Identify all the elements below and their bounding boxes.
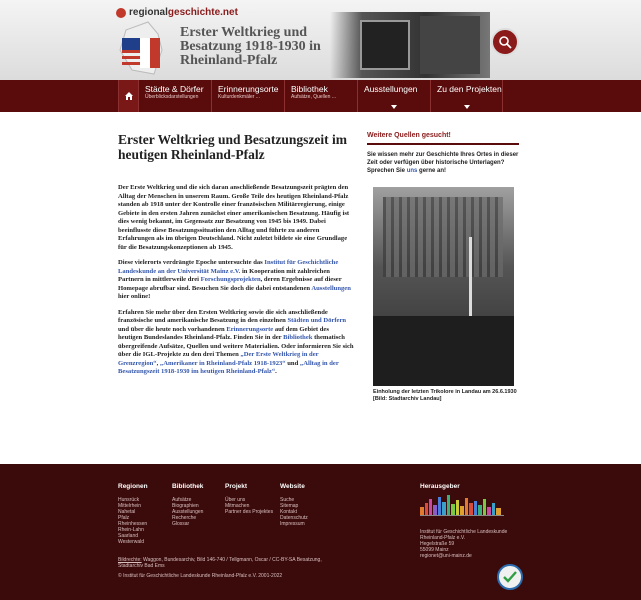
header-photo-street <box>420 16 480 74</box>
historic-photo <box>373 187 514 386</box>
sidebar-hint <box>367 151 519 175</box>
text: und über die heute noch vorhandenen <box>118 325 227 333</box>
contact-link[interactable]: uns <box>406 168 418 174</box>
footer-link[interactable]: Suche <box>280 497 295 503</box>
text: . <box>275 368 277 375</box>
footer-heading: Herausgeber <box>420 483 460 490</box>
ausstellungen-link[interactable]: Ausstellungen <box>311 284 351 292</box>
search-icon <box>498 35 512 49</box>
text: , deren Ergebnisse auf dieser Homepage abrufbar sind. Besuchen Sie doch die dabei entstandenen <box>118 276 342 292</box>
photo-trees <box>383 197 503 277</box>
footer-text: Rheinland-Pfalz e.V. <box>420 535 466 541</box>
grenzregion-link[interactable]: „Der Erste Weltkrieg in der Grenzregion“ <box>118 351 319 367</box>
nav-sublabel: Überblicksdarstellungen <box>145 94 199 100</box>
image-credits <box>118 557 338 569</box>
text: thematisch übergreifende Aufsätze, Quellen und weitere Materialien. Oder informieren Sie sich über die IGL-Projekte zu den drei Themen <box>118 334 354 358</box>
copyright: © Institut für Geschichtliche Landeskunde Rheinland-Pfalz e.V. 2001-2022 <box>118 573 283 579</box>
search-button[interactable] <box>491 28 519 56</box>
bibliothek-link[interactable]: Bibliothek <box>283 334 313 341</box>
igl-skyline-logo[interactable] <box>420 493 504 517</box>
footer-heading: Projekt <box>225 483 248 490</box>
footer-projekt <box>225 483 273 515</box>
footer-link[interactable]: Aufsätze <box>172 497 192 503</box>
footer <box>0 464 641 600</box>
erinnerungsorte-link[interactable]: Erinnerungsorte <box>226 325 274 333</box>
text: Diese vielerorts verdrängte Epoche untersuchte das <box>118 259 265 266</box>
footer-link[interactable]: Recherche <box>172 515 197 521</box>
nav-label: Erinnerungsorte <box>218 84 279 94</box>
text: gerne an! <box>417 168 447 174</box>
footer-text: 55099 Mainz <box>420 547 449 553</box>
text: auf dem Gebiet des heutigen Bundeslandes Rheinland-Pfalz. Finden Sie in der <box>118 325 329 341</box>
igl-link[interactable]: Institut für Geschichtliche Landeskunde an der Universität Mainz e.V. <box>118 259 339 275</box>
footer-link[interactable]: Ausstellungen <box>172 509 204 515</box>
footer-heading: Regionen <box>118 483 148 490</box>
footer-link[interactable]: Saarland <box>118 533 139 539</box>
certification-badge[interactable] <box>497 564 523 590</box>
forschungsprojekte-link[interactable]: Forschungsprojekten <box>200 276 261 283</box>
image-credits-text: Waggon, Bundesarchiv, Bild 146-740 / Tellgmann, Oscar / CC-BY-SA Besatzung, Stadtarchiv Bad Ems <box>118 557 322 569</box>
header-photo <box>330 12 490 78</box>
main-content <box>118 132 354 384</box>
nav-label: Bibliothek <box>291 84 328 94</box>
site-title: Erster Weltkrieg und Besatzung 1918-1930 in Rheinland-Pfalz <box>180 25 321 68</box>
nav-item-staedte[interactable] <box>138 80 211 112</box>
footer-link[interactable]: Sitemap <box>280 503 299 509</box>
amerikaner-link[interactable]: „Amerikaner in Rheinland-Pfalz 1918-1923“ <box>159 359 286 367</box>
text: , <box>156 359 160 367</box>
sidebar-title: Weitere Quellen gesucht! <box>367 132 519 145</box>
nav-home[interactable] <box>118 80 138 112</box>
chevron-down-icon <box>464 105 470 109</box>
footer-link[interactable]: Datenschutz <box>280 515 308 521</box>
projects-paragraph <box>118 259 354 302</box>
header-photo-tank <box>360 20 410 70</box>
footer-text: Institut für Geschichtliche Landeskunde <box>420 529 508 535</box>
nav-label: Städte & Dörfer <box>145 84 204 94</box>
footer-link[interactable]: Impressum <box>280 521 305 527</box>
text: Erfahren Sie mehr über den Ersten Weltkrieg sowie die sich anschließende französische und amerikanische Besatzung in den einzelnen <box>118 308 328 324</box>
page-title: Erster Weltkrieg und Besatzungszeit im heutigen Rheinland-Pfalz <box>118 132 347 162</box>
photo-crowd <box>373 316 514 386</box>
footer-link[interactable]: Nahetal <box>118 509 136 515</box>
nav-item-projekte[interactable] <box>430 80 503 112</box>
text: in Kooperation mit zahlreichen Partnern in mittlerweile drei <box>118 267 330 283</box>
nav-sublabel: Kulturdenkmäler ... <box>218 94 260 100</box>
intro-paragraph: Der Erste Weltkrieg und die sich daran anschließende Besatzungszeit prägten den Alltag der Menschen in unserem Raum. Große Teile des heutigen Rheinland-Pfalz standen ab 1918 unter der Kontrolle einer französischen Militärregierung, einige Gebiete in den ersten Jahren zunächst einer amerikanischen Besatzung. Häufig ist dies wenig bekannt, im Gegensatz zur Besatzung von 1945 bis 1949. Dabei beeinflusste diese Besatzungssituation den Alltag und führte zu anderen Erfahrungen als im übrigen Deutschland. Nicht zuletzt bildete sie eine Grundlage für die Besatzungskonzeptionen ab 1945. <box>118 184 350 251</box>
photo-caption: Einholung der letzten Trikolore in Landau am 26.6.1930 [Bild: Stadtarchiv Landau] <box>373 389 517 402</box>
nav-label: Zu den Projekten <box>437 84 502 94</box>
logo-text-regional: regional <box>129 7 168 18</box>
image-credits-label[interactable]: Bildrechte: <box>118 557 142 563</box>
main-nav <box>0 80 641 112</box>
chevron-down-icon <box>391 105 397 109</box>
home-icon <box>124 91 134 101</box>
checkmark-icon <box>502 569 518 585</box>
nav-label: Ausstellungen <box>364 84 418 94</box>
sidebar <box>367 132 519 403</box>
site-logo[interactable] <box>116 7 238 18</box>
more-paragraph <box>118 309 354 377</box>
nav-sublabel: Aufsätze, Quellen ... <box>291 94 337 100</box>
footer-regionen <box>118 483 148 545</box>
nav-item-erinnerungsorte[interactable] <box>211 80 284 112</box>
footer-website <box>280 483 308 527</box>
staedte-link[interactable]: Städten und Dörfern <box>287 317 347 324</box>
header <box>0 0 641 80</box>
footer-link[interactable]: Mittelrhein <box>118 503 142 509</box>
logo-text-geschichte: geschichte.net <box>167 7 238 18</box>
footer-link[interactable]: Hunsrück <box>118 497 140 503</box>
footer-heading: Website <box>280 483 305 490</box>
footer-link[interactable]: Kontakt <box>280 509 297 515</box>
text: hier online! <box>118 293 151 300</box>
footer-heading: Bibliothek <box>172 483 204 490</box>
footer-link[interactable]: Rhein-Lahn <box>118 527 144 533</box>
nav-item-bibliothek[interactable] <box>284 80 357 112</box>
footer-link[interactable]: Westerwald <box>118 539 145 545</box>
footer-link[interactable]: Mitmachen <box>225 503 250 509</box>
footer-bibliothek <box>172 483 203 527</box>
text: und <box>285 359 300 367</box>
footer-link[interactable]: Biographien <box>172 503 199 509</box>
footer-link[interactable]: Glossar <box>172 521 190 527</box>
email-link[interactable]: regionet@uni-mainz.de <box>420 553 472 559</box>
footer-link[interactable]: Partner des Projektes <box>225 509 274 515</box>
alltag-link[interactable]: „Alltag in der Besatzungszeit 1918-1930 im heutigen Rheinland-Pfalz“ <box>118 359 339 375</box>
logo-icon <box>116 8 126 18</box>
footer-link[interactable]: Pfalz <box>118 515 130 521</box>
footer-link[interactable]: Rheinhessen <box>118 521 148 527</box>
footer-link[interactable]: Über uns <box>225 497 246 503</box>
flag-map-icon <box>118 20 164 76</box>
text: Sie wissen mehr zur Geschichte Ihres Ortes in dieser Zeit oder verfügen über historische Unterlagen? Sprechen Sie <box>367 152 519 174</box>
nav-item-ausstellungen[interactable] <box>357 80 430 112</box>
footer-text: Hegelstraße 59 <box>420 541 455 547</box>
